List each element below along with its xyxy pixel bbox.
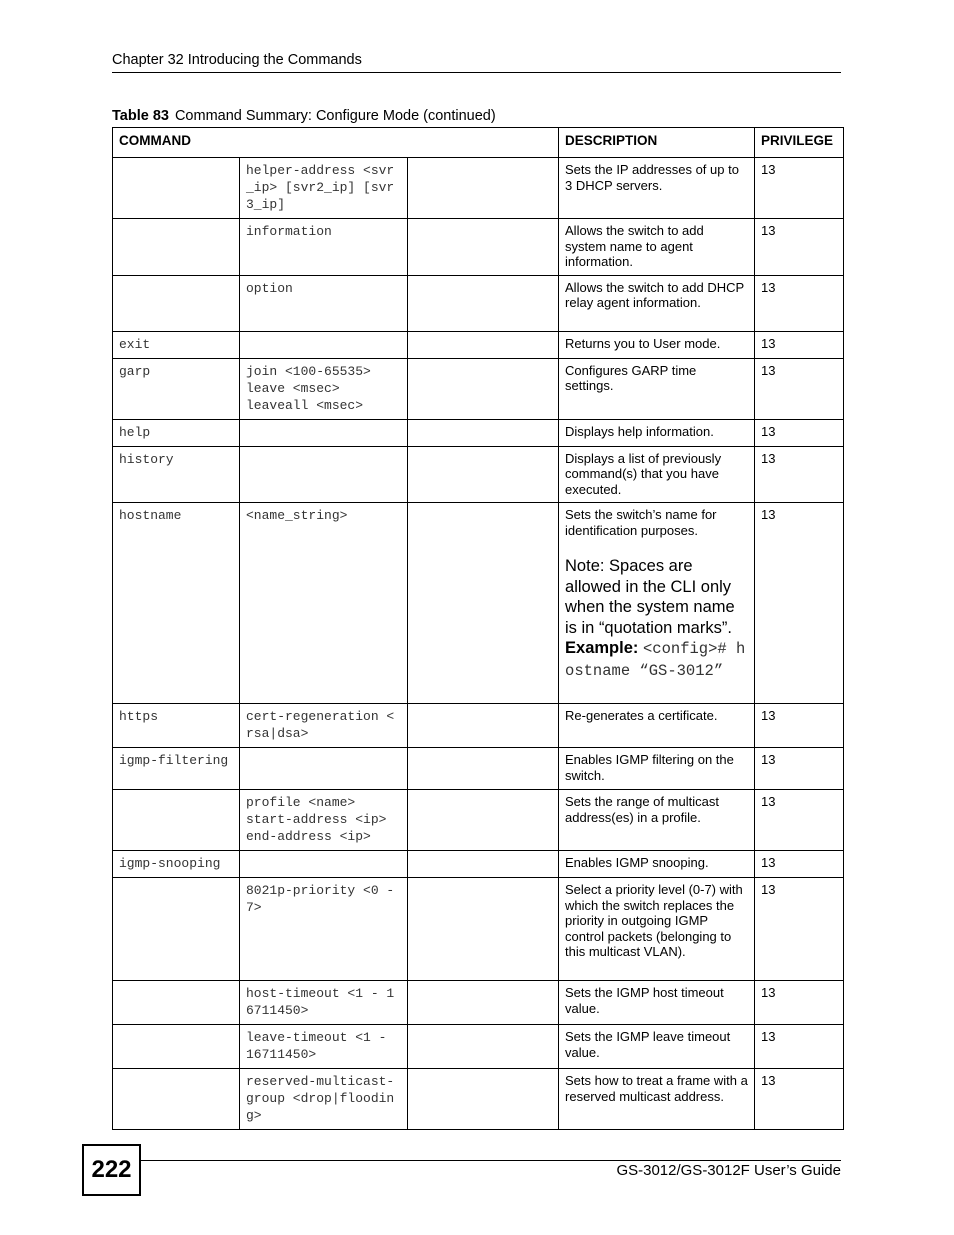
argument-cell (408, 419, 559, 446)
description-text: Allows the switch to add system name to agent information. (565, 223, 704, 269)
subcommand-cell: option (240, 275, 408, 331)
argument-cell (408, 219, 559, 276)
argument-cell (408, 748, 559, 790)
description-text: Displays help information. (565, 423, 714, 439)
example-label: Example: (565, 639, 639, 657)
privilege-cell: 13 (755, 419, 844, 446)
description-cell (559, 748, 755, 790)
subcommand-cell: helper-address <svr_ip> [svr2_ip] [svr3_ip] (240, 158, 408, 219)
description-cell (559, 419, 755, 446)
command-cell: hostname (113, 503, 240, 704)
privilege-cell: 13 (755, 878, 844, 981)
command-cell (113, 158, 240, 219)
description-text: Re-generates a certificate. (565, 708, 718, 723)
table-row (113, 704, 844, 748)
argument-cell (408, 981, 559, 1025)
subcommand-cell: reserved-multicast-group <drop|flooding> (240, 1069, 408, 1130)
argument-cell (408, 503, 559, 704)
command-cell (113, 1069, 240, 1130)
description-text: Sets the IP addresses of up to 3 DHCP servers. (565, 162, 739, 193)
argument-cell (408, 446, 559, 503)
header-rule (112, 72, 841, 73)
table-body (113, 158, 844, 1130)
command-cell: history (113, 446, 240, 503)
argument-cell (408, 1025, 559, 1069)
table-row (113, 981, 844, 1025)
page-number: 222 (82, 1144, 141, 1196)
argument-cell (408, 704, 559, 748)
table-row (113, 219, 844, 276)
privilege-cell: 13 (755, 1025, 844, 1069)
chapter-header: Chapter 32 Introducing the Commands (112, 52, 362, 68)
description-cell (559, 790, 755, 851)
description-cell (559, 704, 755, 748)
table-row (113, 419, 844, 446)
example-code: <config># hostname “GS-3012” (565, 640, 746, 680)
privilege-cell: 13 (755, 358, 844, 419)
privilege-cell: 13 (755, 851, 844, 878)
description-cell (559, 1069, 755, 1130)
description-cell (559, 503, 755, 704)
footer-rule (140, 1160, 841, 1161)
table-caption-label: Table 83 (112, 108, 169, 124)
subcommand-cell (240, 851, 408, 878)
description-cell (559, 219, 755, 276)
description-text: Enables IGMP snooping. (565, 855, 709, 870)
description-text: Sets the IGMP leave timeout value. (565, 1029, 731, 1060)
argument-cell (408, 331, 559, 358)
description-text: Sets how to treat a frame with a reserved multicast address. (565, 1073, 748, 1104)
argument-cell (408, 158, 559, 219)
description-text: Allows the switch to add DHCP relay agent information. (565, 279, 744, 310)
command-cell (113, 1025, 240, 1069)
privilege-column-header: PRIVILEGE (755, 128, 844, 158)
subcommand-cell: cert-regeneration <rsa|dsa> (240, 704, 408, 748)
privilege-cell: 13 (755, 446, 844, 503)
table-row (113, 275, 844, 331)
command-cell (113, 275, 240, 331)
argument-cell (408, 851, 559, 878)
privilege-cell: 13 (755, 748, 844, 790)
privilege-cell: 13 (755, 981, 844, 1025)
description-text: Returns you to User mode. (565, 335, 721, 351)
description-text: Displays a list of previously command(s) that you have executed. (565, 450, 722, 497)
subcommand-cell: leave-timeout <1 - 16711450> (240, 1025, 408, 1069)
table-row (113, 851, 844, 878)
table-row (113, 878, 844, 981)
guide-title: GS-3012/GS-3012F User’s Guide (616, 1162, 841, 1179)
description-text: Select a priority level (0-7) with which the switch replaces the priority in outgoing IGMP control packets (belonging to this multicast VLAN). (565, 882, 743, 959)
subcommand-cell: join <100-65535> leave <msec> leaveall <msec> (240, 358, 408, 419)
privilege-cell: 13 (755, 790, 844, 851)
privilege-cell: 13 (755, 158, 844, 219)
command-cell: https (113, 704, 240, 748)
note-block (565, 556, 748, 681)
note-text: Note: Spaces are allowed in the CLI only when the system name is in “quotation marks”. (565, 557, 735, 637)
table-row (113, 358, 844, 419)
argument-cell (408, 358, 559, 419)
subcommand-cell: <name_string> (240, 503, 408, 704)
command-cell: igmp-snooping (113, 851, 240, 878)
command-cell (113, 981, 240, 1025)
privilege-cell: 13 (755, 704, 844, 748)
subcommand-cell: information (240, 219, 408, 276)
subcommand-cell: 8021p-priority <0 - 7> (240, 878, 408, 981)
privilege-cell: 13 (755, 503, 844, 704)
description-text: Sets the range of multicast address(es) in a profile. (565, 794, 719, 825)
command-cell (113, 790, 240, 851)
description-cell (559, 275, 755, 331)
description-cell (559, 981, 755, 1025)
description-text: Configures GARP time settings. (565, 362, 697, 393)
description-text: Enables IGMP filtering on the switch. (565, 752, 734, 783)
description-text: Sets the switch’s name for identification purposes. (565, 507, 717, 538)
subcommand-cell (240, 748, 408, 790)
subcommand-cell (240, 446, 408, 503)
table-row (113, 748, 844, 790)
table-caption-text: Command Summary: Configure Mode (continued) (174, 108, 496, 124)
command-cell: garp (113, 358, 240, 419)
privilege-cell: 13 (755, 275, 844, 331)
table-row (113, 503, 844, 704)
description-cell (559, 878, 755, 981)
description-cell (559, 158, 755, 219)
command-cell: help (113, 419, 240, 446)
subcommand-cell (240, 331, 408, 358)
description-cell (559, 446, 755, 503)
description-cell (559, 331, 755, 358)
command-summary-table (112, 127, 844, 1130)
command-cell (113, 878, 240, 981)
subcommand-cell: profile <name> start-address <ip> end-address <ip> (240, 790, 408, 851)
table-row (113, 1069, 844, 1130)
table-caption (112, 108, 496, 124)
table-row (113, 331, 844, 358)
command-cell: igmp-filtering (113, 748, 240, 790)
argument-cell (408, 1069, 559, 1130)
subcommand-cell (240, 419, 408, 446)
command-cell: exit (113, 331, 240, 358)
description-cell (559, 851, 755, 878)
privilege-cell: 13 (755, 331, 844, 358)
privilege-cell: 13 (755, 1069, 844, 1130)
argument-cell (408, 878, 559, 981)
argument-cell (408, 790, 559, 851)
command-cell (113, 219, 240, 276)
command-column-header: COMMAND (113, 128, 559, 158)
description-column-header: DESCRIPTION (559, 128, 755, 158)
privilege-cell: 13 (755, 219, 844, 276)
table-row (113, 158, 844, 219)
table-row (113, 446, 844, 503)
description-cell (559, 1025, 755, 1069)
argument-cell (408, 275, 559, 331)
table-row (113, 1025, 844, 1069)
description-cell (559, 358, 755, 419)
subcommand-cell: host-timeout <1 - 16711450> (240, 981, 408, 1025)
table-row (113, 790, 844, 851)
table-header-row (113, 128, 844, 158)
description-text: Sets the IGMP host timeout value. (565, 985, 724, 1016)
